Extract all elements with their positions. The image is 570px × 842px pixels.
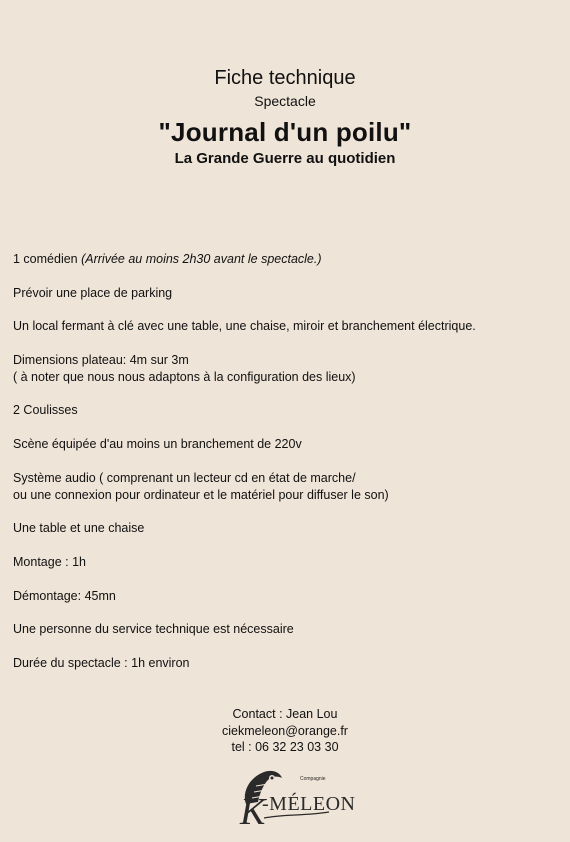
show-subtitle: La Grande Guerre au quotidien	[174, 150, 396, 167]
contact-email: ciekmeleon@orange.fr	[222, 724, 348, 738]
room-requirement: Un local fermant à clé avec une table, une chaise, miroir et branchement électrique.	[13, 319, 476, 333]
audio-requirement-line2: ou une connexion pour ordinateur et le matériel pour diffuser le son)	[13, 488, 389, 502]
show-duration: Durée du spectacle : 1h environ	[13, 656, 190, 670]
power-requirement: Scène équipée d'au moins un branchement de 220v	[13, 437, 302, 451]
contact-phone: tel : 06 32 23 03 30	[231, 740, 339, 754]
furniture-requirement: Une table et une chaise	[13, 521, 145, 535]
actor-arrival-note: (Arrivée au moins 2h30 avant le spectacle.)	[81, 252, 322, 266]
show-title: "Journal d'un poilu"	[158, 117, 412, 147]
logo-meleon: -MÉLEON	[262, 793, 356, 815]
parking-requirement: Prévoir une place de parking	[13, 286, 173, 300]
audio-requirement-line1: Système audio ( comprenant un lecteur cd en état de marche/	[13, 471, 356, 485]
technician-requirement: Une personne du service technique est nécessaire	[13, 622, 294, 636]
document-subtitle: Spectacle	[254, 93, 316, 109]
document-title: Fiche technique	[214, 67, 356, 89]
k-meleon-logo	[234, 764, 356, 833]
stage-note: ( à noter que nous nous adaptons à la configuration des lieux)	[13, 370, 356, 384]
teardown-time: Démontage: 45mn	[13, 589, 116, 603]
setup-time: Montage : 1h	[13, 555, 86, 569]
actor-count: 1 comédien	[13, 252, 78, 266]
actor-requirement	[13, 251, 322, 268]
logo-k: K	[240, 791, 266, 833]
contact-name: Contact : Jean Lou	[232, 707, 338, 721]
wings-requirement: 2 Coulisses	[13, 403, 78, 417]
logo-company-label: Compagnie	[300, 776, 326, 782]
stage-dimensions: Dimensions plateau: 4m sur 3m	[13, 353, 189, 367]
